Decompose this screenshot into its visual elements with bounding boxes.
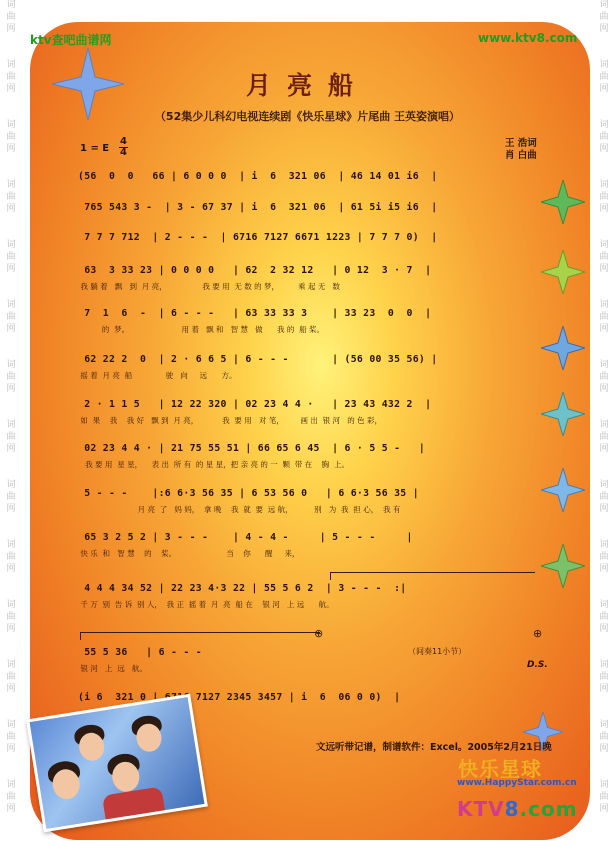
watermark-char: 曲 bbox=[6, 732, 16, 742]
score-lyric: 月 亮 了 妈 妈， 拿 晚 我 就 要 远 航， 别 为 我 担 心， 我 有 bbox=[78, 505, 401, 514]
watermark-char: 词 bbox=[6, 420, 16, 430]
watermark-char: 词 bbox=[6, 240, 16, 250]
score-lyric: 摇 着 月 亮 船 驶 向 远 方。 bbox=[78, 371, 237, 380]
watermark-char: 网 bbox=[6, 804, 16, 814]
watermark-char: 曲 bbox=[6, 252, 16, 262]
watermark-char: 词 bbox=[599, 360, 609, 370]
song-title: 月亮船 bbox=[245, 71, 369, 100]
score-lyric: 的 梦。 用 着 飘 和 智 慧 做 我 的 船 桨。 bbox=[78, 325, 325, 334]
watermark-char: 曲 bbox=[6, 492, 16, 502]
key-signature: 1 = E bbox=[80, 143, 110, 154]
watermark-char: 曲 bbox=[599, 252, 609, 262]
score-lyric: 银 河 上 远 航。 bbox=[78, 664, 147, 673]
watermark-char: 词 bbox=[599, 120, 609, 130]
watermark-char: 网 bbox=[599, 264, 609, 274]
watermark-char: 曲 bbox=[6, 72, 16, 82]
watermark-char: 曲 bbox=[6, 432, 16, 442]
score-notes: 2 · 1 1 5 | 12 22 320 | 02 23 4 4 · | 23 43 432 2 | bbox=[78, 399, 432, 410]
watermark-char: 网 bbox=[6, 564, 16, 574]
watermark-char: 曲 bbox=[6, 372, 16, 382]
watermark-char: 网 bbox=[599, 504, 609, 514]
watermark-char: 网 bbox=[599, 204, 609, 214]
segno-icon: ⊕ bbox=[314, 627, 324, 640]
ktv8-logo bbox=[457, 797, 578, 821]
watermark-char: 词 bbox=[599, 240, 609, 250]
ds-mark: D.S. bbox=[527, 660, 548, 670]
score-notes: 02 23 4 4 · | 21 75 55 51 | 66 65 6 45 | 6 · 5 5 - | bbox=[78, 443, 426, 454]
watermark-char: 网 bbox=[6, 264, 16, 274]
watermark-char: 曲 bbox=[599, 132, 609, 142]
song-credits bbox=[505, 138, 537, 162]
watermark-char: 网 bbox=[599, 624, 609, 634]
score-notes: 62 22 2 0 | 2 · 6 6 5 | 6 - - - | (56 00 35 56) | bbox=[78, 354, 438, 365]
score-notes: 7 1 6 - | 6 - - - | 63 33 33 3 | 33 23 0 0 | bbox=[78, 308, 432, 319]
watermark-char: 词 bbox=[599, 480, 609, 490]
composer: 肖 白曲 bbox=[505, 150, 537, 161]
watermark-char: 曲 bbox=[599, 192, 609, 202]
lyricist: 王 浩词 bbox=[505, 138, 537, 149]
watermark-char: 曲 bbox=[6, 192, 16, 202]
volta-bracket bbox=[80, 632, 320, 633]
watermark-char: 曲 bbox=[599, 612, 609, 622]
watermark-char: 网 bbox=[599, 804, 609, 814]
watermark-char: 词 bbox=[6, 300, 16, 310]
score-notes: (56 0 0 66 | 6 0 0 0 | i 6 321 06 | 46 14 01 i6 | bbox=[78, 171, 438, 182]
score-notes: 55 5 36 | 6 - - - bbox=[78, 647, 221, 658]
watermark-char: 曲 bbox=[6, 612, 16, 622]
watermark-char: 网 bbox=[599, 84, 609, 94]
score-notes: 65 3 2 5 2 | 3 - - - | 4 - 4 - | 5 - - - | bbox=[78, 532, 413, 543]
site-name-left: ktv查吧曲谱网 bbox=[30, 33, 112, 47]
segno-icon: ⊕ bbox=[533, 627, 543, 640]
watermark-char: 曲 bbox=[6, 132, 16, 142]
ktv8-logo-suffix: .com bbox=[519, 797, 578, 821]
watermark-char: 词 bbox=[599, 0, 609, 10]
watermark-char: 网 bbox=[6, 84, 16, 94]
watermark-char: 曲 bbox=[599, 672, 609, 682]
watermark-char: 词 bbox=[599, 180, 609, 190]
watermark-char: 网 bbox=[599, 144, 609, 154]
watermark-char: 词 bbox=[599, 540, 609, 550]
ktv8-logo-digit: 8 bbox=[504, 797, 520, 821]
watermark-char: 词 bbox=[6, 120, 16, 130]
score-notes: 765 543 3 - | 3 - 67 37 | i 6 321 06 | 61 5i i5 i6 | bbox=[78, 202, 438, 213]
watermark-char: 网 bbox=[6, 504, 16, 514]
watermark-char: 网 bbox=[6, 24, 16, 34]
watermark-char: 曲 bbox=[6, 792, 16, 802]
time-signature-top: 4 bbox=[120, 136, 127, 147]
watermark-char: 网 bbox=[6, 324, 16, 334]
happystar-logo: 快乐星球 bbox=[458, 757, 542, 781]
watermark-char: 曲 bbox=[599, 552, 609, 562]
watermark-char: 词 bbox=[599, 660, 609, 670]
watermark-char: 曲 bbox=[6, 12, 16, 22]
watermark-char: 网 bbox=[599, 24, 609, 34]
watermark-char: 曲 bbox=[599, 492, 609, 502]
watermark-char: 网 bbox=[599, 384, 609, 394]
time-signature bbox=[119, 137, 128, 158]
score-notes: 4 4 4 34 52 | 22 23 4·3 22 | 55 5 6 2 | 3 - - - :| bbox=[78, 583, 413, 594]
song-subtitle: （52集少儿科幻电视连续剧《快乐星球》片尾曲 王英姿演唱） bbox=[154, 110, 461, 123]
score-notes: 63 3 33 23 | 0 0 0 0 | 62 2 32 12 | 0 12 3 · 7 | bbox=[78, 265, 432, 276]
watermark-char: 词 bbox=[6, 780, 16, 790]
watermark-char: 网 bbox=[599, 444, 609, 454]
watermark-char: 曲 bbox=[599, 312, 609, 322]
watermark-char: 网 bbox=[599, 564, 609, 574]
volta-bracket-edge bbox=[330, 572, 331, 580]
left-watermark-strip bbox=[0, 0, 22, 850]
watermark-char: 曲 bbox=[6, 312, 16, 322]
score-notes: 5 - - - |:6 6·3 56 35 | 6 53 56 0 | 6 6·3 56 35 | bbox=[78, 488, 419, 499]
watermark-char: 网 bbox=[599, 324, 609, 334]
watermark-char: 曲 bbox=[599, 12, 609, 22]
watermark-char: 词 bbox=[599, 60, 609, 70]
watermark-char: 词 bbox=[6, 540, 16, 550]
watermark-char: 曲 bbox=[599, 792, 609, 802]
watermark-char: 词 bbox=[599, 720, 609, 730]
watermark-char: 曲 bbox=[599, 732, 609, 742]
watermark-char: 网 bbox=[6, 444, 16, 454]
score-lyric: 我 要 用 星 星， 表 出 所 有 的 星 星，把 亲 亮 的 一 颗 带 在 胸 上。 bbox=[78, 460, 349, 469]
ktv8-logo-prefix: KTV bbox=[457, 797, 505, 821]
watermark-char: 词 bbox=[6, 360, 16, 370]
score-notes: 7 7 7 712 | 2 - - - | 6716 7127 6671 1223 | 7 7 7 0) | bbox=[78, 232, 438, 243]
watermark-char: 网 bbox=[599, 744, 609, 754]
star-decoration-icon bbox=[541, 392, 585, 436]
time-signature-bottom: 4 bbox=[120, 147, 127, 158]
score-notes: (i 6 321 0 | 6716 7127 2345 3457 | i 6 06 0 0) | bbox=[78, 692, 401, 703]
score-lyric: 千 万 别 告 诉 别 人， 我 正 摇 着 月 亮 船 在 银 河 上 远 航。 bbox=[78, 600, 334, 609]
watermark-char: 词 bbox=[6, 0, 16, 10]
watermark-char: 词 bbox=[6, 60, 16, 70]
watermark-char: 词 bbox=[599, 780, 609, 790]
site-url-right: www.ktv8.com bbox=[478, 31, 578, 45]
watermark-char: 词 bbox=[599, 420, 609, 430]
watermark-char: 网 bbox=[6, 204, 16, 214]
watermark-char: 网 bbox=[6, 144, 16, 154]
watermark-char: 词 bbox=[6, 600, 16, 610]
score-lyric: 我 躺 着 飘 到 月 亮， 我 要 用 无 数 的 梦， 乘 起 无 数 bbox=[78, 282, 341, 291]
watermark-char: 词 bbox=[6, 480, 16, 490]
watermark-char: 词 bbox=[599, 300, 609, 310]
watermark-char: 曲 bbox=[6, 672, 16, 682]
watermark-char: 网 bbox=[599, 684, 609, 694]
score-lyric: 如 果 我 我 好 飘 到 月 亮， 我 要 用 对 笔， 画 出 银 河 的 色 彩， bbox=[78, 416, 382, 425]
watermark-char: 词 bbox=[599, 600, 609, 610]
watermark-char: 曲 bbox=[599, 372, 609, 382]
watermark-char: 词 bbox=[6, 720, 16, 730]
watermark-char: 网 bbox=[6, 684, 16, 694]
watermark-char: 词 bbox=[6, 660, 16, 670]
happystar-url: www.HappyStar.com.cn bbox=[457, 778, 577, 788]
watermark-char: 曲 bbox=[599, 72, 609, 82]
interlude-note: （间奏11小节） bbox=[408, 647, 467, 656]
transcription-footer: 文远听带记谱，制谱软件：Excel。2005年2月21日晚 bbox=[316, 742, 552, 753]
watermark-char: 词 bbox=[6, 180, 16, 190]
watermark-char: 网 bbox=[6, 744, 16, 754]
star-decoration-icon bbox=[541, 180, 585, 224]
watermark-char: 网 bbox=[6, 384, 16, 394]
watermark-char: 曲 bbox=[599, 432, 609, 442]
volta-bracket bbox=[330, 572, 535, 573]
watermark-char: 曲 bbox=[6, 552, 16, 562]
score-lyric: 快 乐 和 智 慧 的 桨。 当 你 醒 来， bbox=[78, 549, 300, 558]
volta-bracket-edge bbox=[80, 632, 81, 640]
watermark-char: 网 bbox=[6, 624, 16, 634]
right-watermark-strip bbox=[593, 0, 615, 850]
